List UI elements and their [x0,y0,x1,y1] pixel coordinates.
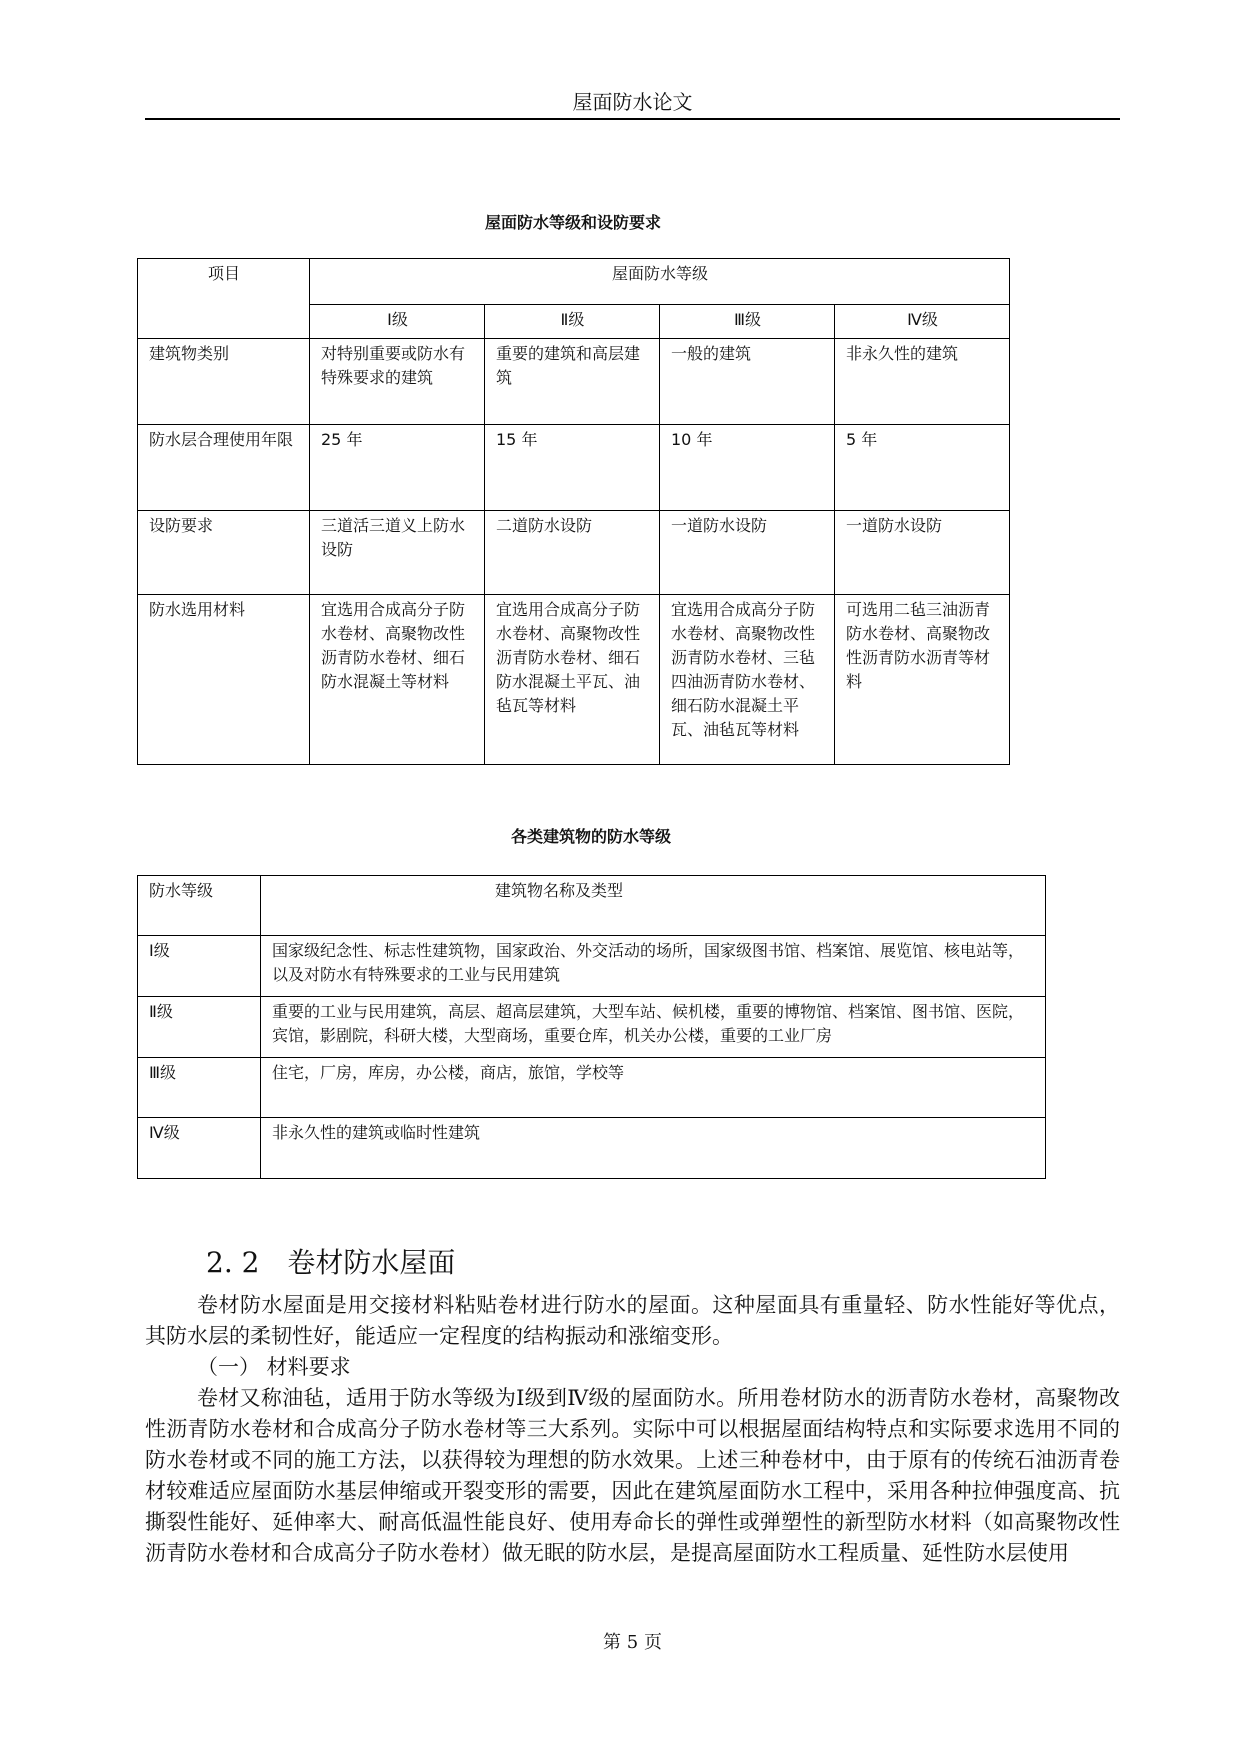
table-row [138,595,1010,765]
level-col-header: 防水等级 [138,876,261,936]
level-cell: Ⅱ级 [138,997,261,1058]
row-label: 建筑物类别 [138,339,310,425]
table1-title: 屋面防水等级和设防要求 [484,213,661,232]
paragraph: 卷材防水屋面是用交接材料粘贴卷材进行防水的屋面。这种屋面具有重量轻、防水性能好等优点，其防水层的柔韧性好，能适应一定程度的结构振动和涨缩变形。 [145,1293,1120,1348]
table-row [138,1058,1046,1118]
level-group-header: 屋面防水等级 [310,259,1010,305]
table-cell: 宜选用合成高分子防水卷材、高聚物改性沥青防水卷材、细石防水混凝土平瓦、油毡瓦等材料 [485,595,660,765]
table-cell: 25 年 [310,425,485,511]
item-header: 项目 [138,259,310,339]
description-cell: 非永久性的建筑或临时性建筑 [261,1118,1046,1179]
table-cell: 15 年 [485,425,660,511]
table-row [138,425,1010,511]
table-cell: 10 年 [660,425,835,511]
table-row [138,997,1046,1058]
running-header: 屋面防水论文 [572,90,693,114]
table-cell: 宜选用合成高分子防水卷材、高聚物改性沥青防水卷材、细石防水混凝土等材料 [310,595,485,765]
level-cell: Ⅰ级 [138,936,261,997]
paragraph: 卷材又称油毡，适用于防水等级为Ⅰ级到Ⅳ级的屋面防水。所用卷材防水的沥青防水卷材，高聚物改性沥青防水卷材和合成高分子防水卷材等三大系列。实际中可以根据屋面结构特点和实际要求选用不同的防水卷材或不同的施工方法，以获得较为理想的防水效果。上述三种卷材中，由于原有的传统石油沥青卷材较难适应屋面防水基层伸缩或开裂变形的需要，因此在建筑屋面防水工程中，采用各种拉伸强度高、抗撕裂性能好、延伸率大、耐高低温性能良好、使用寿命长的弹性或弹塑性的新型防水材料（如高聚物改性沥青防水卷材和合成高分子防水卷材）做无眠的防水层，是提高屋面防水工程质量、延性防水层使用 [145,1386,1120,1565]
table1-header-row [138,259,1010,305]
page-number: 第 5 页 [603,1632,662,1653]
table-cell: 宜选用合成高分子防水卷材、高聚物改性沥青防水卷材、三毡四油沥青防水卷材、细石防水混凝土平瓦、油毡瓦等材料 [660,595,835,765]
level-header: Ⅰ级 [310,305,485,339]
table-row [138,936,1046,997]
row-label: 设防要求 [138,511,310,595]
building-col-header: 建筑物名称及类型 [261,876,1046,936]
building-class-table [137,875,1046,1179]
description-cell: 国家级纪念性、标志性建筑物，国家政治、外交活动的场所，国家级图书馆、档案馆、展览馆、核电站等，以及对防水有特殊要求的工业与民用建筑 [261,936,1046,997]
section-heading: 2. 2 卷材防水屋面 [206,1246,456,1279]
table-cell: 一道防水设防 [835,511,1010,595]
table-cell: 三道活三道义上防水设防 [310,511,485,595]
table-cell: 二道防水设防 [485,511,660,595]
description-cell: 住宅，厂房，库房，办公楼，商店，旅馆，学校等 [261,1058,1046,1118]
row-label: 防水选用材料 [138,595,310,765]
table-cell: 重要的建筑和高层建筑 [485,339,660,425]
row-label: 防水层合理使用年限 [138,425,310,511]
table-row [138,511,1010,595]
table-cell: 一道防水设防 [660,511,835,595]
header-rule [145,118,1120,120]
level-cell: Ⅲ级 [138,1058,261,1118]
table-row [138,1118,1046,1179]
waterproof-level-table [137,258,1010,765]
level-header: Ⅱ级 [485,305,660,339]
level-header: Ⅳ级 [835,305,1010,339]
table2-header-row [138,876,1046,936]
level-cell: Ⅳ级 [138,1118,261,1179]
table-cell: 一般的建筑 [660,339,835,425]
description-cell: 重要的工业与民用建筑，高层、超高层建筑，大型车站、候机楼，重要的博物馆、档案馆、图书馆、医院，宾馆，影剧院，科研大楼，大型商场，重要仓库，机关办公楼，重要的工业厂房 [261,997,1046,1058]
table-cell: 对特别重要或防水有特殊要求的建筑 [310,339,485,425]
body-text [145,1290,1120,1569]
subheading: （一） 材料要求 [197,1355,351,1379]
table-row [138,339,1010,425]
table-cell: 5 年 [835,425,1010,511]
table-cell: 可选用二毡三油沥青防水卷材、高聚物改性沥青防水沥青等材料 [835,595,1010,765]
table-cell: 非永久性的建筑 [835,339,1010,425]
table2-title: 各类建筑物的防水等级 [510,827,671,846]
level-header: Ⅲ级 [660,305,835,339]
